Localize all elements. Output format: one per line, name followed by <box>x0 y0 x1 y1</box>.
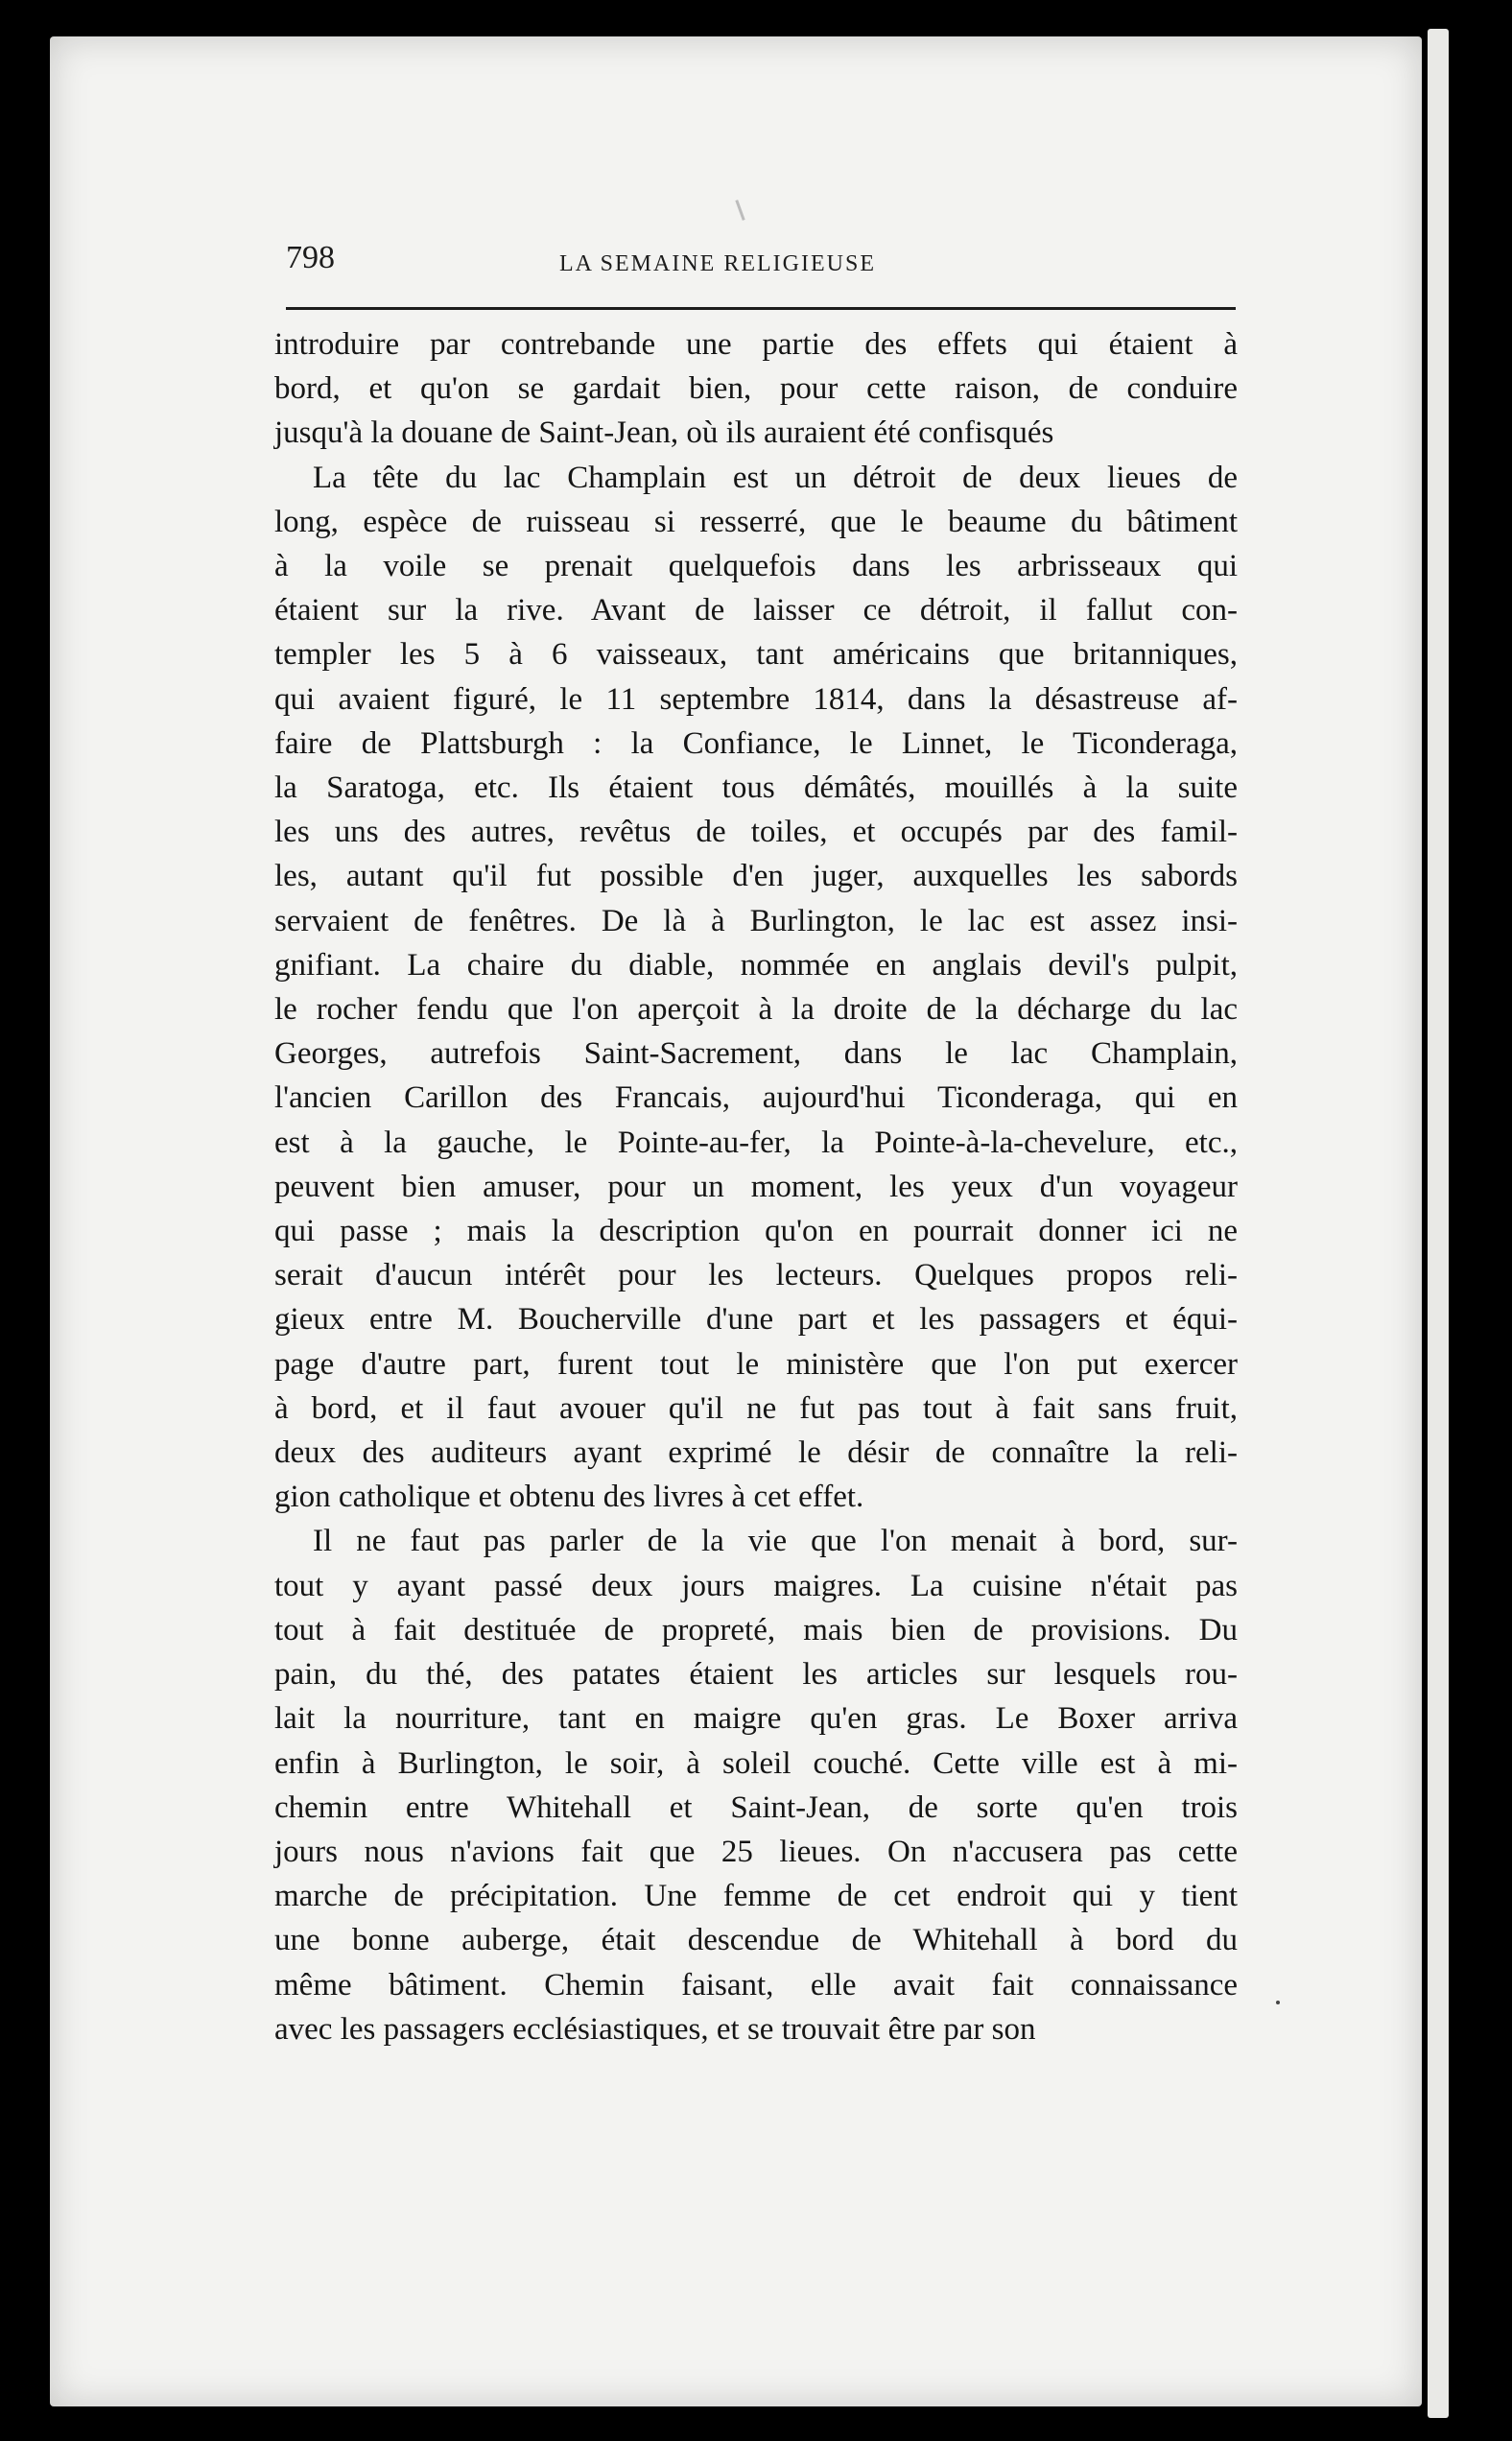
text-line: peuvent bien amuser, pour un moment, les yeux d'un voyageur <box>274 1169 1238 1204</box>
text-line: les uns des autres, revêtus de toiles, et occupés par des famil- <box>274 815 1238 850</box>
text-line: le rocher fendu que l'on aperçoit à la droite de la décharge du lac <box>274 992 1238 1028</box>
next-page-edge <box>1428 29 1449 2418</box>
text-line: une bonne auberge, était descendue de Whitehall à bord du <box>274 1923 1238 1958</box>
paragraph <box>274 322 1238 456</box>
header-rule <box>286 307 1236 310</box>
text-line: gion catholique et obtenu des livres à cet effet. <box>274 1480 864 1515</box>
text-line: enfin à Burlington, le soir, à soleil couché. Cette ville est à mi- <box>274 1745 1238 1781</box>
text-line: tout à fait destituée de propreté, mais bien de provisions. Du <box>274 1612 1238 1647</box>
text-line: templer les 5 à 6 vaisseaux, tant américains que britanniques, <box>274 637 1238 673</box>
page-number: 798 <box>286 240 335 275</box>
text-line: La tête du lac Champlain est un détroit de deux lieues de <box>313 460 1238 495</box>
paragraph <box>274 456 1238 1520</box>
body-text <box>274 322 1238 2051</box>
text-line: lait la nourriture, tant en maigre qu'en gras. Le Boxer arriva <box>274 1701 1238 1737</box>
text-line: à la voile se prenait quelquefois dans les arbrisseaux qui <box>274 549 1238 584</box>
text-line: avec les passagers ecclésiastiques, et se trouvait être par son <box>274 2011 1036 2047</box>
text-line: page d'autre part, furent tout le ministère que l'on put exercer <box>274 1346 1238 1382</box>
text-line: qui passe ; mais la description qu'on en pourrait donner ici ne <box>274 1214 1238 1249</box>
text-line: marche de précipitation. Une femme de cet endroit qui y tient <box>274 1879 1238 1914</box>
text-line: qui avaient figuré, le 11 septembre 1814, dans la désastreuse af- <box>274 681 1238 717</box>
text-line: jours nous n'avions fait que 25 lieues. On n'accusera pas cette <box>274 1834 1238 1869</box>
text-line: Il ne faut pas parler de la vie que l'on menait à bord, sur- <box>313 1524 1238 1559</box>
running-header <box>286 240 1236 317</box>
text-line: à bord, et il faut avouer qu'il ne fut pas tout à fait sans fruit, <box>274 1390 1238 1426</box>
text-line: pain, du thé, des patates étaient les articles sur lesquels rou- <box>274 1657 1238 1693</box>
text-line: faire de Plattsburgh : la Confiance, le Linnet, le Ticonderaga, <box>274 725 1238 761</box>
text-line: introduire par contrebande une partie des effets qui étaient à <box>274 327 1238 362</box>
text-line: étaient sur la rive. Avant de laisser ce détroit, il fallut con- <box>274 593 1238 628</box>
text-line: gieux entre M. Boucherville d'une part et les passagers et équi- <box>274 1302 1238 1338</box>
text-line: Georges, autrefois Saint-Sacrement, dans le lac Champlain, <box>274 1036 1238 1072</box>
text-line: est à la gauche, le Pointe-au-fer, la Pointe-à-la-chevelure, etc., <box>274 1125 1238 1160</box>
paragraph <box>274 1519 1238 2050</box>
text-line: gnifiant. La chaire du diable, nommée en anglais devil's pulpit, <box>274 947 1238 983</box>
text-line: deux des auditeurs ayant exprimé le désir de connaître la reli- <box>274 1435 1238 1471</box>
text-line: bord, et qu'on se gardait bien, pour cette raison, de conduire <box>274 371 1238 407</box>
scan-speck <box>1276 2001 1280 2004</box>
text-line: tout y ayant passé deux jours maigres. La cuisine n'était pas <box>274 1568 1238 1603</box>
running-title: LA SEMAINE RELIGIEUSE <box>559 251 876 276</box>
text-line: serait d'aucun intérêt pour les lecteurs. Quelques propos reli- <box>274 1258 1238 1293</box>
text-line: servaient de fenêtres. De là à Burlington, le lac est assez insi- <box>274 903 1238 938</box>
text-line: chemin entre Whitehall et Saint-Jean, de sorte qu'en trois <box>274 1789 1238 1825</box>
text-line: long, espèce de ruisseau si resserré, que le beaume du bâtiment <box>274 504 1238 539</box>
text-line: la Saratoga, etc. Ils étaient tous démâtés, mouillés à la suite <box>274 770 1238 806</box>
text-line: les, autant qu'il fut possible d'en juger, auxquelles les sabords <box>274 859 1238 894</box>
text-line: l'ancien Carillon des Francais, aujourd'hui Ticonderaga, qui en <box>274 1080 1238 1116</box>
text-line: même bâtiment. Chemin faisant, elle avait fait connaissance <box>274 1967 1238 2003</box>
text-line: jusqu'à la douane de Saint-Jean, où ils auraient été confisqués <box>274 415 1054 451</box>
